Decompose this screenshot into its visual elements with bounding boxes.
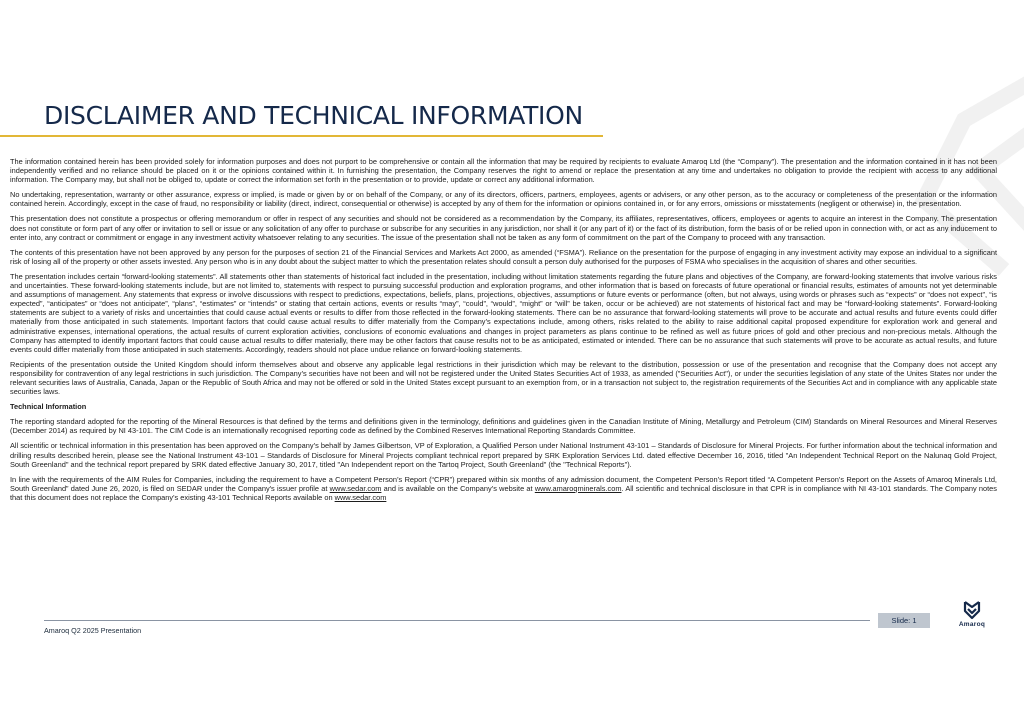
disclaimer-paragraph: The contents of this presentation have not been approved by any person for the purposes of section 21 of the Financial Services and Markets Act 2000, as amended (“FSMA”). Reliance on the presentation for the purpose of engaging in any investment activity may expose an individual to a significant risk of losing all of the property or other assets invested. Any person who is in any doubt about the subject matter to which the presentation relates should consult a person duly authorised for the purposes of FSMA who specialises in the acquisition of shares and other securities. (10, 247, 997, 266)
disclaimer-body (10, 157, 997, 508)
sedar-link[interactable]: www.sedar.com (334, 492, 387, 502)
slide-number-badge: Slide: 1 (878, 613, 930, 628)
amaroq-logo (956, 599, 988, 633)
disclaimer-paragraph: No undertaking, representation, warranty or other assurance, express or implied, is made or given by or on behalf of the Company, or any of its directors, officers, partners, employees, agents or advisers, or any other person, as to the accuracy or completeness of the presentation or the information contained herein. Accordingly, except in the case of fraud, no responsibility or liability (direct, indirect, consequential or otherwise) is accepted by any of them for the information or opinions contained in, or for any errors, omissions or misstatements (negligent or otherwise) in, the presentation. (10, 190, 997, 209)
footer-presentation-name: Amaroq Q2 2025 Presentation (44, 626, 142, 635)
disclaimer-paragraph: Recipients of the presentation outside the United Kingdom should inform themselves about and observe any applicable legal restrictions in their jurisdiction which may be relevant to the distribution, possession or use of the presentation and recognise that the Company does not accept any responsibility for contravention of any legal restrictions in such jurisdiction. The Company’s securities have not been and will not be registered under the United States Securities Act of 1933, as amended ("Securities Act"), or under the securities legislation of any state of the Unites States nor under the relevant securities laws of Australia, Canada, Japan or the Republic of South Africa and may not be offered or sold in the United States except pursuant to an exemption from, or in a transaction not subject to, the registration requirements of the Securities Act and in compliance with any applicable state securities laws. (10, 359, 997, 397)
cpr-text: . All scientific and technical disclosure in that CPR is in compliance with NI 43-101 standards. The Company notes that this document does not replace the Company's existing 43-101 Technical Reports available on (10, 483, 997, 502)
title-underline (0, 135, 603, 137)
amaroq-website-link[interactable]: www.amaroqminerals.com (534, 483, 622, 493)
cpr-text: and is available on the Company’s website at (381, 483, 535, 493)
technical-paragraph: All scientific or technical information in this presentation has been approved on the Company’s behalf by James Gilbertson, VP of Exploration, a Qualified Person under National Instrument 43-101 – Standards of Disclosure for Mineral Projects. For further information about the technical information and drilling results described herein, please see the National Instrument 43-101 – Standards of Disclosure for Mineral Projects compliant technical report prepared by SRK Exploration Services Ltd. dated effective December 16, 2016, titled "An Independent Technical Report on the Nalunaq Gold Project, South Greenland" and the technical report prepared by SRK dated effective January 30, 2017, titled "An Independent report on the Tartoq Project, South Greenland" (the "Technical Reports"). (10, 441, 997, 469)
brand-wordmark: Amaroq (958, 621, 986, 628)
cpr-text: In line with the requirements of the AIM Rules for Companies, including the requirement to have a Competent Person’s Report (“CPR”) prepared within six months of any admission document, the Competent Person’s Report titled “A Competent Person’s Report on the Assets of Amaroq Minerals Ltd, South Greenland” dated June 26, 2020, is filed on SEDAR under the Company's issuer profile at (10, 474, 997, 493)
disclaimer-paragraph: The presentation includes certain “forward-looking statements”. All statements other than statements of historical fact included in the presentation, including without limitation statements regarding the future plans and objectives of the Company, are forward-looking statements that involve various risks and uncertainties. These forward-looking statements include, but are not limited to, statements with respect to pursuing successful production and exploration programs, and other information that is based on forecasts of future operational or financial results, estimates of amounts not yet determinable and assumptions of management. Any statements that express or involve discussions with respect to predictions, expectations, beliefs, plans, projections, objectives, assumptions or future events or performance (often, but not always, using words or phrases such as “expects” or “does not expect”, “is expected”, “anticipates” or “does not anticipate”, “plans”, “estimates” or “intends” or stating that certain actions, events or results “may”, “could”, “would”, “might” or “will” be taken, occur or be achieved) are not statements of historical fact and may be “forward-looking statements”. Forward-looking statements are subject to a variety of risks and uncertainties that could cause actual events or results to differ from those reflected in the forward-looking statements. There can be no assurance that forward-looking statements will prove to be accurate and actual results and future events could differ materially from those anticipated in such statements. Important factors that could cause actual results to differ materially from the Company’s expectations include, among others, risks related to the ability to raise additional capital proposed expenditure for exploration work and general and administrative expenses, international operations, the actual results of current exploration activities, conclusions of economic evaluations and changes in project parameters as plans continue to be refined as well as future prices of gold and other precious and non-precious metals. Although the Company has attempted to identify important factors that could cause actual results to differ materially, there may be other factors that cause results not to be as anticipated, estimated or intended. There can be no assurance that such statements will prove to be accurate as actual results, and future events could differ materially from those anticipated in such statements. Accordingly, readers should not place undue reliance on forward-looking statements. (10, 271, 997, 354)
sedar-link[interactable]: www.sedar.com (329, 483, 382, 493)
technical-paragraph: The reporting standard adopted for the reporting of the Mineral Resources is that defined by the terms and definitions given in the terminology, definitions and guidelines given in the Canadian Institute of Mining, Metallurgy and Petroleum (CIM) Standards on Mineral Resources and Mineral Reserves (December 2014) as required by NI 43-101. The CIM Code is an internationally recognised reporting code as defined by the Combined Reserves International Reporting Standards Committee. (10, 417, 997, 436)
technical-heading: Technical Information (10, 402, 87, 412)
disclaimer-paragraph: The information contained herein has been provided solely for information purposes and does not purport to be comprehensive or contain all the information that may be required by recipients to evaluate Amaroq Ltd (the “Company”). The presentation and the information contained in it has not been independently verified and no reliance should be placed on it or the opinions contained within it. In furnishing the presentation, the Company reserves the right to amend or replace the presentation at any time and undertakes no obligation to provide the recipient with access to any additional information. The Company may, but shall not be obliged to, update or correct the information set forth in the presentation or to provide, update or correct any additional information. (10, 157, 997, 185)
disclaimer-paragraph: This presentation does not constitute a prospectus or offering memorandum or offer in respect of any securities and should not be considered as a recommendation by the Company, its affiliates, representatives, officers, employees or agents to acquire an interest in the Company. The presentation does not constitute or form part of any offer or invitation to sell or issue or any solicitation of any offer to purchase or subscribe for any securities in any jurisdiction, nor shall it (or any part of it) or the fact of its distribution, form the basis of or be relied upon in connection with, or act as any inducement to enter into, any contract or commitment or engage in any investment activity whatsoever relating to any securities. The issue of the presentation shall not be taken as any form of commitment on the part of the Company to proceed with any transaction. (10, 214, 997, 242)
cpr-paragraph (10, 475, 997, 502)
amaroq-logo-icon (962, 599, 982, 621)
footer-divider (44, 620, 870, 621)
page-title: DISCLAIMER AND TECHNICAL INFORMATION (44, 101, 583, 130)
